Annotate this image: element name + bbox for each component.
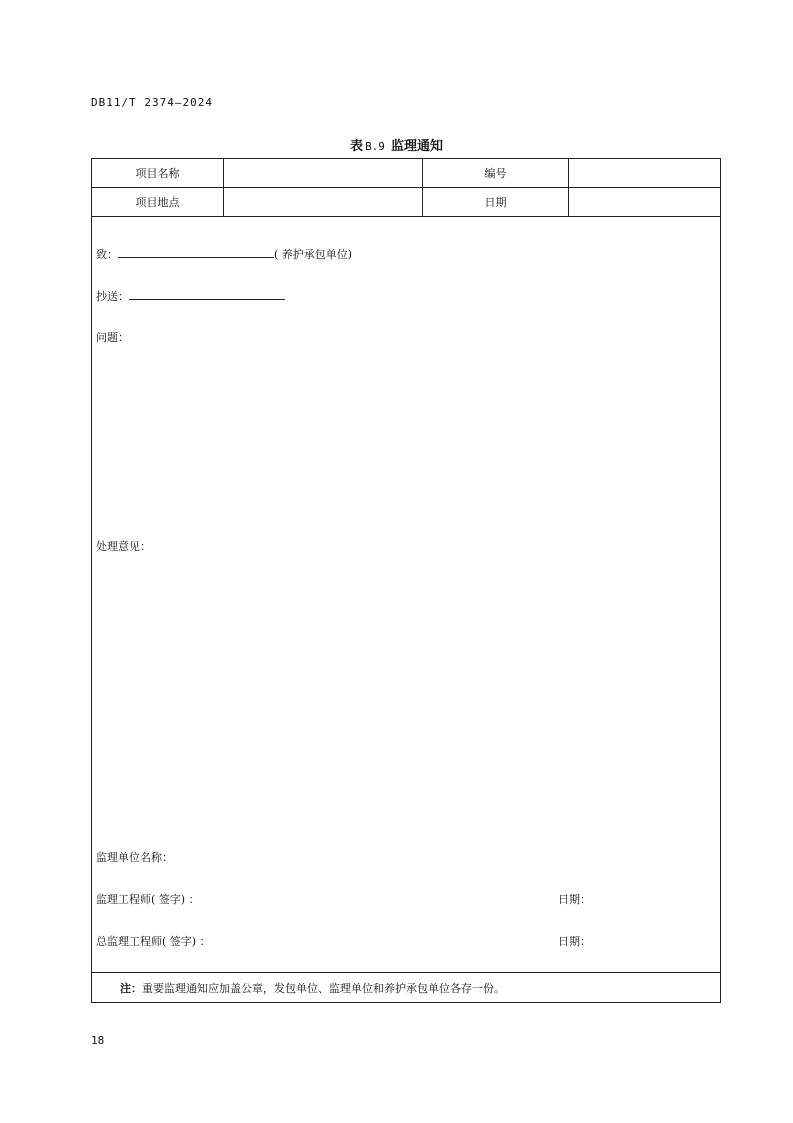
cc-label: 抄送： <box>96 290 129 303</box>
project-name-field[interactable] <box>224 159 423 187</box>
info-row-project-location <box>92 188 720 217</box>
serial-number-field[interactable] <box>569 159 721 187</box>
to-line <box>96 246 352 262</box>
to-suffix: ( 养护承包单位) <box>274 248 353 261</box>
supervision-unit-name-label: 监理单位名称： <box>96 851 173 864</box>
issue-label: 问题： <box>96 331 129 344</box>
project-location-field[interactable] <box>224 188 423 216</box>
supervising-engineer-signature-label: 监理工程师( 签字) ： <box>96 893 200 906</box>
handling-opinion-label: 处理意见： <box>96 540 151 553</box>
cc-recipient-field[interactable] <box>129 288 285 300</box>
table-title-prefix: 表 <box>350 139 364 154</box>
engineer-date-label: 日期： <box>558 893 591 906</box>
project-location-label: 项目地点 <box>92 188 224 216</box>
note-lead: 注： <box>120 981 142 995</box>
serial-number-label: 编号 <box>423 159 569 187</box>
note-row <box>92 972 720 1002</box>
cc-line <box>96 288 285 304</box>
note-text: 重要监理通知应加盖公章，发包单位、监理单位和养护承包单位各存一份。 <box>142 981 505 995</box>
page-number: 18 <box>91 1034 105 1047</box>
chief-engineer-signature-label: 总监理工程师( 签字) ： <box>96 935 211 948</box>
date-label: 日期 <box>423 188 569 216</box>
info-row-project-name <box>92 159 720 188</box>
table-name: 监理通知 <box>390 139 443 154</box>
chief-date-label: 日期： <box>558 935 591 948</box>
table-title <box>0 135 793 154</box>
to-recipient-field[interactable] <box>118 246 274 258</box>
supervision-notice-form <box>91 158 721 1003</box>
date-field[interactable] <box>569 188 721 216</box>
project-name-label: 项目名称 <box>92 159 224 187</box>
to-label: 致： <box>96 248 118 261</box>
table-number: B.9 <box>365 140 385 153</box>
standard-code: DB11/T 2374—2024 <box>91 96 213 109</box>
